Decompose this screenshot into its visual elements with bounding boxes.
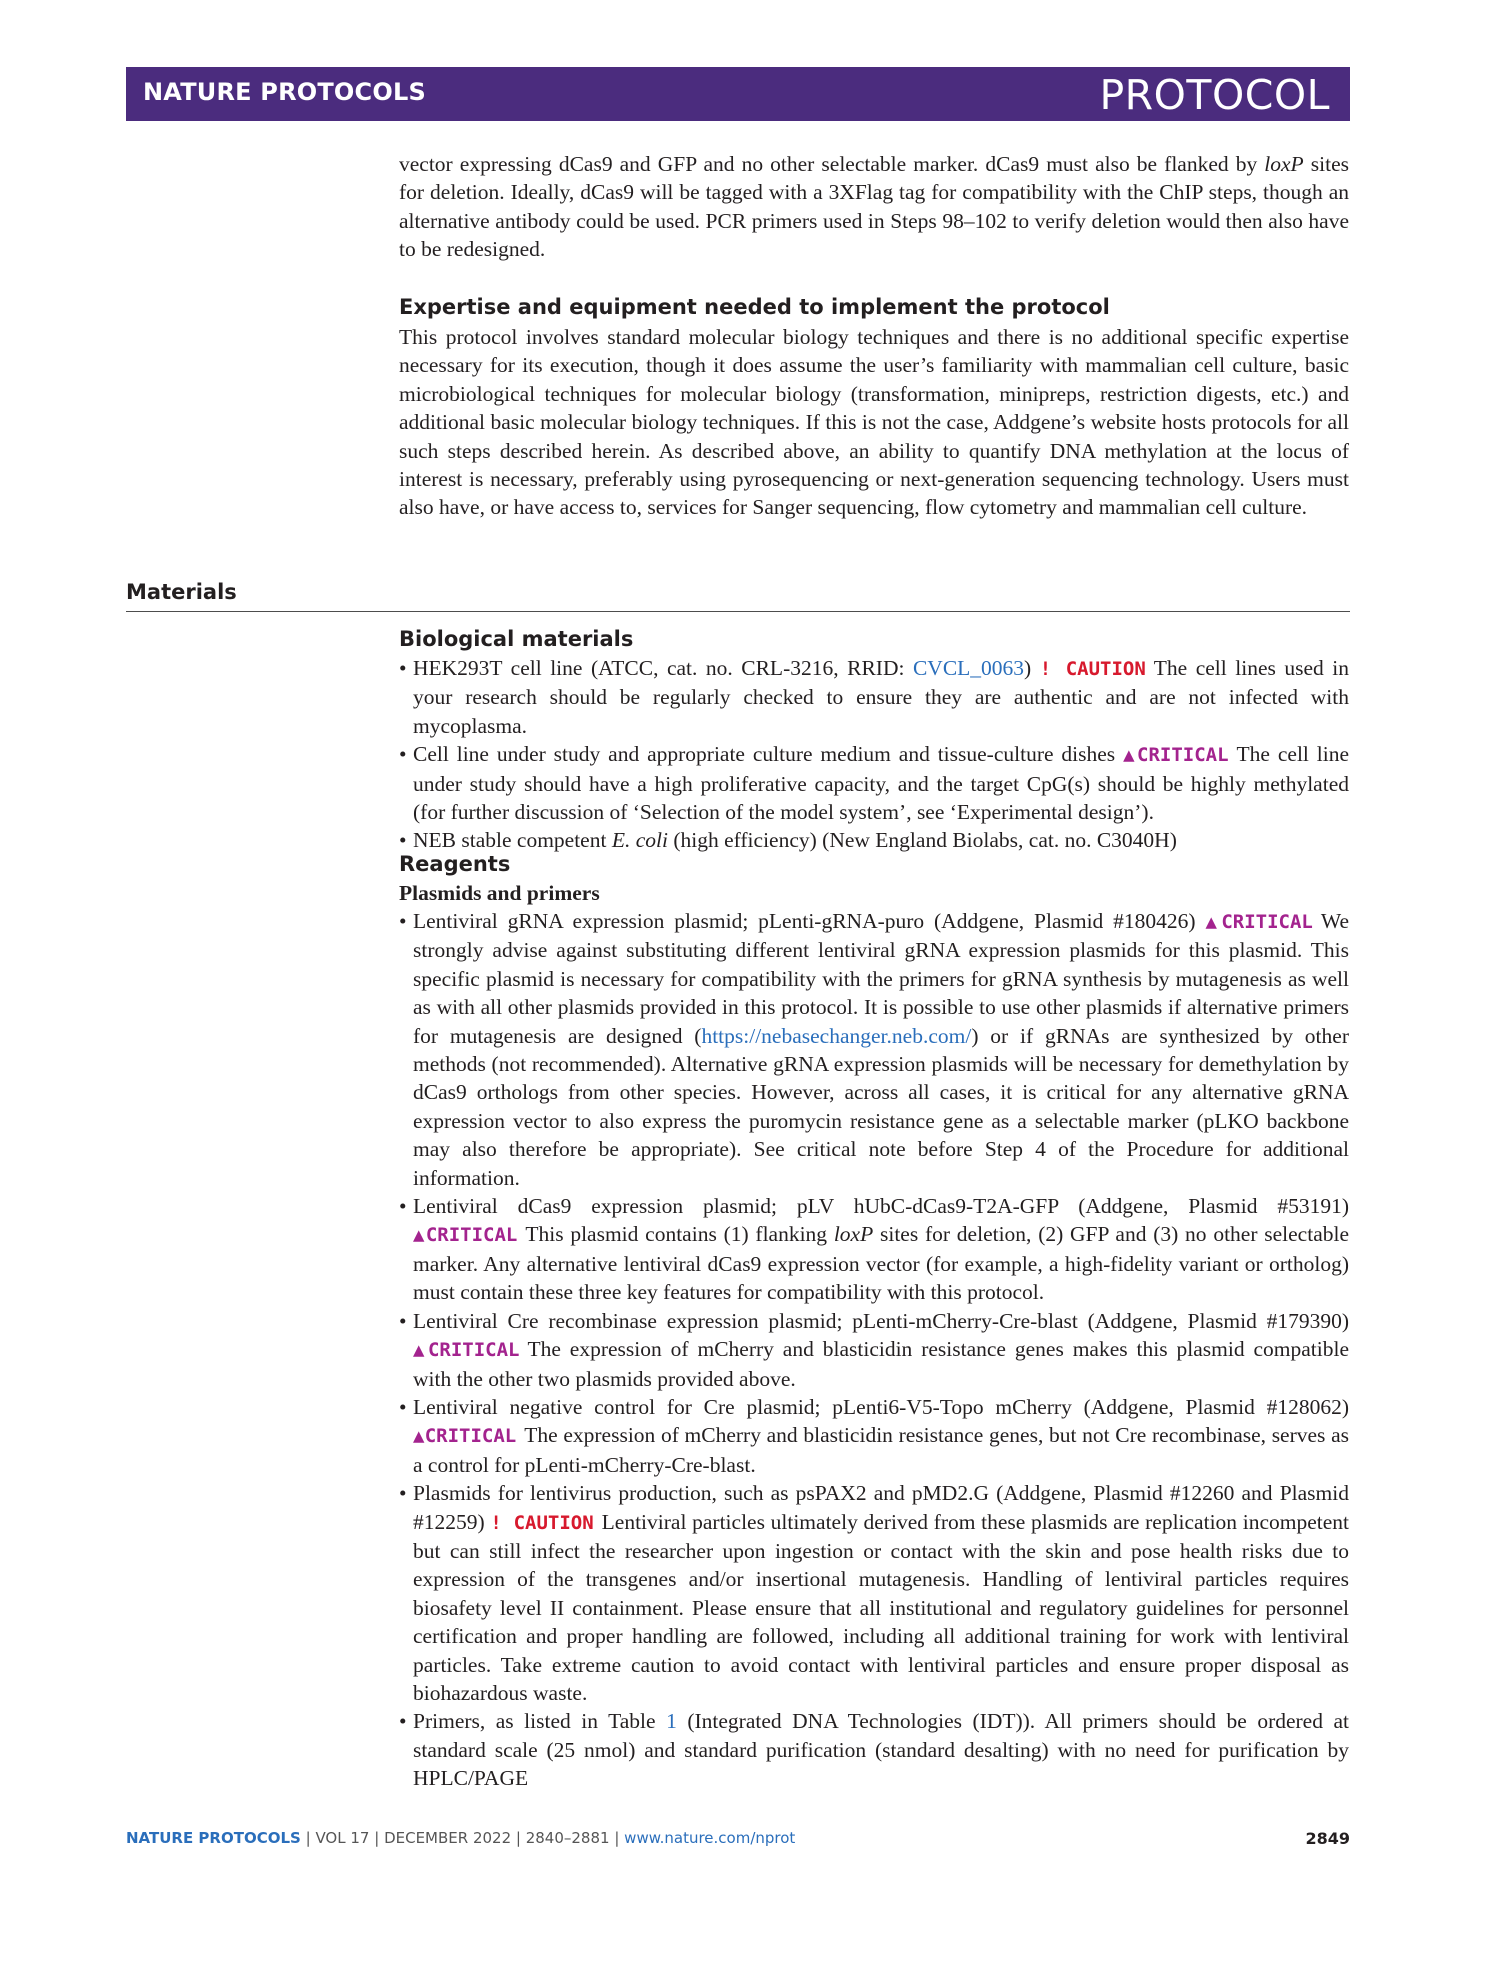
expertise-heading: Expertise and equipment needed to implement the protocol	[399, 295, 1110, 319]
reagents-heading: Reagents	[399, 852, 511, 876]
biological-materials-section	[399, 626, 1349, 855]
reagents-section	[399, 851, 1349, 1793]
footer-journal: NATURE PROTOCOLS	[126, 1829, 301, 1847]
critical-label: ▲CRITICAL	[413, 1339, 520, 1362]
footer-volume: VOL 17	[315, 1829, 370, 1847]
list-item: • Cell line under study and appropriate culture medium and tissue-culture dishes ▲CRITICAL The cell line under study should have a high proliferative capacity, and the target CpG(s) should be highly methylated (for further discussion of ‘Selection of the model system’, see ‘Experimental design’).	[399, 742, 1350, 825]
materials-section-label: Materials	[126, 580, 237, 604]
critical-label: ▲CRITICAL	[1205, 911, 1313, 933]
caution-label: ! CAUTION	[490, 1511, 594, 1534]
page-footer: NATURE PROTOCOLS | VOL 17 | DECEMBER 2022 | 2840–2881 | www.nature.com/nprot 2849	[126, 1829, 1350, 1848]
journal-name: NATURE PROTOCOLS	[143, 78, 426, 106]
critical-label: ▲CRITICAL	[413, 1425, 517, 1448]
rrid-link[interactable]: CVCL_0063	[912, 656, 1025, 680]
footer-url-link[interactable]: www.nature.com/nprot	[624, 1829, 796, 1847]
footer-pages: 2840–2881	[525, 1829, 610, 1847]
plasmids-subheading: Plasmids and primers	[399, 881, 600, 905]
list-item: • Plasmids for lentivirus production, such as psPAX2 and pMD2.G (Addgene, Plasmid #12260 and Plasmid #12259) ! CAUTION Lentiviral particles ultimately derived from these plasmids are replication incompetent but can still infect the researcher upon ingestion or contact with the skin and pose health risks due to expression of the transgenes and/or insertional mutagenesis. Handling of lentiviral particles requires biosafety level II containment. Please ensure that all institutional and regulatory guidelines for personnel certification and proper handling are followed, including all additional training for work with lentiviral particles. Take extreme caution to avoid contact with lentiviral particles and ensure proper disposal as biohazardous waste.	[399, 1481, 1350, 1705]
biological-materials-list	[399, 654, 1349, 855]
list-item: • Lentiviral negative control for Cre plasmid; pLenti6-V5-Topo mCherry (Addgene, Plasmid #128062) ▲CRITICAL The expression of mCherry and blasticidin resistance genes, but not Cre recombinase, serves as a control for pLenti-mCherry-Cre-blast.	[399, 1394, 1350, 1477]
nebasechanger-link[interactable]: https://nebasechanger.neb.com/	[701, 1023, 972, 1048]
biological-materials-heading: Biological materials	[399, 627, 634, 651]
list-item: • HEK293T cell line (ATCC, cat. no. CRL-3216, RRID: CVCL_0063) ! CAUTION The cell lines used in your research should be regularly checked to ensure they are authentic and are not infected with mycoplasma.	[399, 656, 1349, 738]
section-divider	[126, 611, 1350, 612]
list-item: • Lentiviral gRNA expression plasmid; pLenti-gRNA-puro (Addgene, Plasmid #180426) ▲CRITICAL We strongly advise against substituting different lentiviral gRNA expression plasmids for this plasmid. This specific plasmid is necessary for compatibility with the primers for gRNA synthesis by mutagenesis as well as with all other plasmids provided in this protocol. It is possible to use other plasmids if alternative primers for mutagenesis are designed (https://nebasechanger.neb.com/) or if gRNAs are synthesized by other methods (not recommended). Alternative gRNA expression plasmids will be necessary for demethylation by dCas9 orthologs from other species. However, across all cases, it is critical for any alternative gRNA expression vector to also express the puromycin resistance gene as a selectable marker (pLKO backbone may also therefore be appropriate). See critical note before Step 4 of the Procedure for additional information.	[399, 909, 1349, 1190]
article-type: PROTOCOL	[1099, 71, 1330, 119]
caution-label: ! CAUTION	[1039, 658, 1146, 680]
critical-label: ▲CRITICAL	[413, 1224, 518, 1247]
table-1-link[interactable]: 1	[666, 1709, 677, 1734]
critical-label: ▲CRITICAL	[1123, 744, 1229, 767]
intro-paragraph: vector expressing dCas9 and GFP and no other selectable marker. dCas9 must also be flanked by loxP sites for deletion. Ideally, dCas9 will be tagged with a 3XFlag tag for compatibility with the ChIP steps, though an alternative antibody could be used. PCR primers used in Steps 98–102 to verify deletion would then also have to be redesigned.	[399, 152, 1349, 262]
intro-paragraph-block	[399, 150, 1349, 264]
reagents-list	[399, 907, 1349, 1793]
page-number: 2849	[1305, 1829, 1350, 1848]
expertise-paragraph: This protocol involves standard molecular biology techniques and there is no additional specific expertise necessary for its execution, though it does assume the user’s familiarity with mammalian cell culture, basic microbiological techniques for molecular biology (transformation, minipreps, restriction digests, etc.) and additional basic molecular biology techniques. If this is not the case, Addgene’s website hosts protocols for all such steps described herein. As described above, an ability to quantify DNA methylation at the locus of interest is necessary, preferably using pyrosequencing or next-generation sequencing technology. Users must also have, or have access to, services for Sanger sequencing, flow cytometry and mammalian cell culture.	[399, 325, 1349, 520]
list-item: • Lentiviral Cre recombinase expression plasmid; pLenti-mCherry-Cre-blast (Addgene, Plasmid #179390) ▲CRITICAL The expression of mCherry and blasticidin resistance genes makes this plasmid compatible with the other two plasmids provided above.	[399, 1308, 1349, 1391]
list-item: • Primers, as listed in Table 1 (Integrated DNA Technologies (IDT)). All primers should be ordered at standard scale (25 nmol) and standard purification (standard desalting) with no need for purification by HPLC/PAGE	[399, 1709, 1349, 1791]
list-item: • Lentiviral dCas9 expression plasmid; pLV hUbC-dCas9-T2A-GFP (Addgene, Plasmid #53191) ▲CRITICAL This plasmid contains (1) flanking loxP sites for deletion, (2) GFP and (3) no other selectable marker. Any alternative lentiviral dCas9 expression vector (for example, a high-fidelity variant or ortholog) must contain these three key features for compatibility with this protocol.	[399, 1194, 1350, 1305]
list-item: • NEB stable competent E. coli (high efficiency) (New England Biolabs, cat. no. C3040H)	[399, 828, 1177, 853]
footer-date: DECEMBER 2022	[384, 1829, 512, 1847]
journal-header-banner	[126, 67, 1350, 121]
expertise-section	[399, 294, 1349, 522]
